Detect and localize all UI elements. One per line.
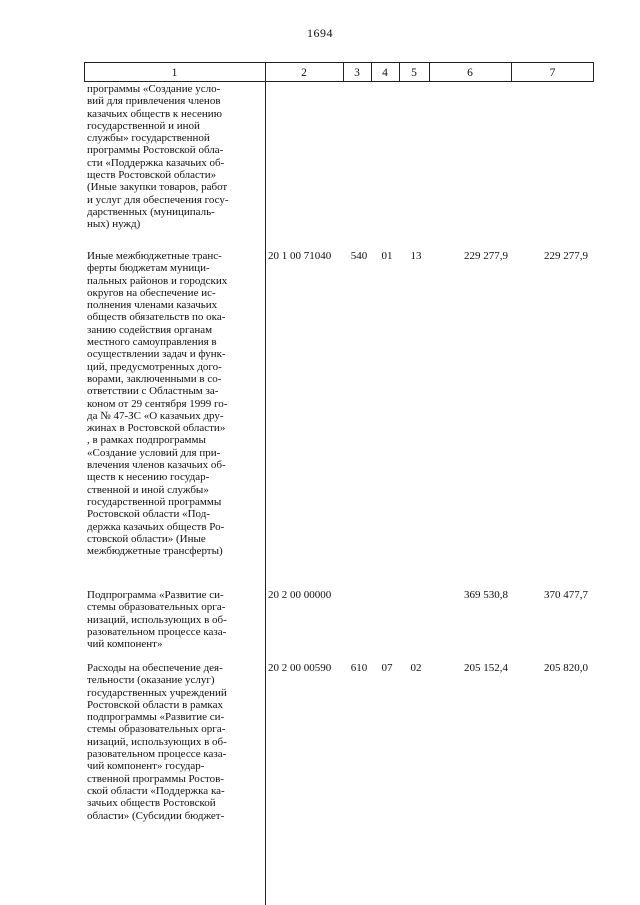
description-line: ственной и иной службы» — [87, 483, 209, 496]
row-description — [87, 83, 263, 231]
description-line: стовской области» (Иные — [87, 532, 206, 545]
description-line: зачьих обществ Ростовской — [87, 797, 216, 810]
column-divider — [265, 62, 266, 905]
amount-year-2-cell: 370 477,7 — [544, 589, 588, 601]
description-line: Иные межбюджетные транс- — [87, 250, 222, 262]
description-line: чий компонент» — [87, 638, 163, 651]
column-divider — [371, 62, 372, 82]
description-line: службы» государственной — [87, 132, 210, 145]
description-line: государственных учреждений — [87, 686, 227, 699]
description-line: ных) нужд) — [87, 218, 141, 231]
header-col-6: 6 — [429, 62, 511, 82]
description-line: Подпрограмма «Развитие си- — [87, 589, 224, 601]
description-line: ферты бюджетам муници- — [87, 262, 210, 275]
description-line: программы Ростовской обла- — [87, 144, 224, 157]
target-code-cell: 20 1 00 71040 — [268, 250, 332, 262]
target-code-cell: 20 2 00 00000 — [268, 589, 332, 601]
description-line: обществ обязательств по ока- — [87, 311, 226, 324]
description-line: низаций, использующих в об- — [87, 613, 227, 626]
expense-type-cell: 610 — [350, 662, 368, 674]
description-line: местного самоуправления в — [87, 336, 217, 349]
header-col-5: 5 — [399, 62, 429, 82]
description-line: государственной и иной — [87, 119, 200, 132]
description-line: дарственных (муниципаль- — [87, 205, 215, 218]
description-line: , в рамках подпрограммы — [87, 434, 206, 447]
table-border-left — [84, 62, 85, 82]
row-description — [87, 589, 263, 650]
description-line: стемы образовательных орга- — [87, 601, 226, 614]
description-line: Ростовской области «Под- — [87, 508, 211, 521]
table-border-right — [593, 62, 594, 82]
description-line: подпрограммы «Развитие си- — [87, 711, 225, 724]
description-line: вий для привлечения членов — [87, 95, 221, 108]
description-line: ворами, заключенными в со- — [87, 372, 222, 385]
description-line: «Создание условий для при- — [87, 446, 221, 459]
description-line: коном от 29 сентября 1999 го- — [87, 397, 228, 410]
header-col-3: 3 — [343, 62, 371, 82]
amount-year-1-cell: 229 277,9 — [464, 250, 508, 262]
amount-year-1-cell: 205 152,4 — [464, 662, 508, 674]
expense-type-cell: 540 — [350, 250, 368, 262]
description-line: (Иные закупки товаров, работ — [87, 181, 228, 194]
description-line: области» (Субсидии бюджет- — [87, 809, 225, 822]
description-line: да № 47-ЗС «О казачьих дру- — [87, 409, 224, 422]
description-line: разовательном процессе каза- — [87, 748, 227, 761]
description-line: казачьих обществ к несению — [87, 107, 222, 120]
column-divider — [429, 62, 430, 82]
description-line: стемы образовательных орга- — [87, 723, 226, 736]
subsection-cell: 02 — [410, 662, 422, 674]
description-line: Ростовской области в рамках — [87, 698, 223, 711]
description-line: полнения членами казачьих — [87, 299, 218, 312]
description-line: округов на обеспечение ис- — [87, 286, 216, 299]
header-col-4: 4 — [371, 62, 399, 82]
description-line: Расходы на обеспечение дея- — [87, 662, 223, 674]
section-cell: 01 — [381, 250, 393, 262]
description-line: ской области «Поддержка ка- — [87, 784, 225, 797]
budget-table — [84, 62, 594, 905]
description-line: влечения членов казачьих об- — [87, 459, 226, 472]
description-line: осуществлении задач и функ- — [87, 348, 226, 361]
description-line: программы «Создание усло- — [87, 83, 221, 95]
header-col-7: 7 — [511, 62, 594, 82]
row-description — [87, 662, 263, 822]
description-line: ственной программы Ростов- — [87, 772, 224, 785]
target-code-cell: 20 2 00 00590 — [268, 662, 332, 674]
description-line: ществ Ростовской области» — [87, 169, 217, 182]
description-line: ций, предусмотренных дого- — [87, 360, 222, 373]
amount-year-2-cell: 205 820,0 — [544, 662, 588, 674]
description-line: тельности (оказание услуг) — [87, 674, 215, 687]
description-line: и услуг для обеспечения госу- — [87, 193, 229, 206]
description-line: межбюджетные трансферты) — [87, 545, 223, 558]
description-line: ществ к несению государ- — [87, 471, 210, 484]
page-number: 1694 — [307, 26, 333, 40]
description-line: занию содействия органам — [87, 323, 213, 336]
column-divider — [511, 62, 512, 82]
column-divider — [399, 62, 400, 82]
section-cell: 07 — [381, 662, 393, 674]
amount-year-2-cell: 229 277,9 — [544, 250, 588, 262]
row-description — [87, 250, 263, 557]
description-line: сти «Поддержка казачьих об- — [87, 156, 225, 169]
description-line: разовательном процессе каза- — [87, 625, 227, 638]
amount-year-1-cell: 369 530,8 — [464, 589, 508, 601]
subsection-cell: 13 — [410, 250, 422, 262]
description-line: держка казачьих обществ Ро- — [87, 520, 225, 533]
description-line: пальных районов и городских — [87, 274, 228, 287]
description-line: ответствии с Областным за- — [87, 385, 219, 398]
description-line: жинах в Ростовской области» — [87, 422, 226, 435]
description-line: государственной программы — [87, 495, 222, 508]
description-line: низаций, использующих в об- — [87, 735, 227, 748]
column-divider — [343, 62, 344, 82]
description-line: чий компонент» государ- — [87, 760, 205, 773]
header-col-1: 1 — [84, 62, 265, 82]
header-col-2: 2 — [265, 62, 343, 82]
